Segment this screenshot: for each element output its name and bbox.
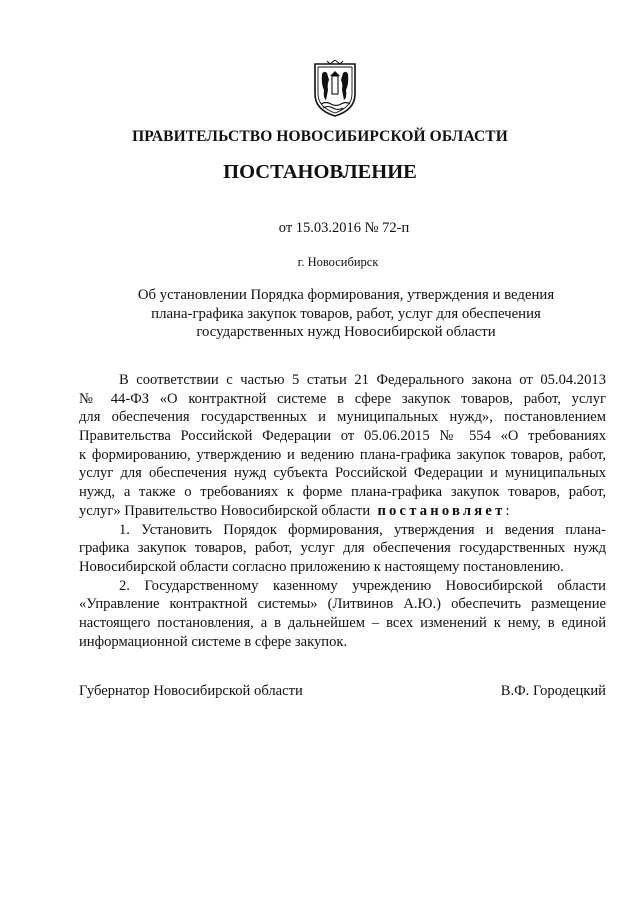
- document-body: [79, 371, 606, 651]
- text-line: для обеспечения государственных и муниципальных нужд», постановлением: [79, 409, 606, 426]
- organization-name: ПРАВИТЕЛЬСТВО НОВОСИБИРСКОЙ ОБЛАСТИ: [132, 128, 508, 145]
- title-line: государственных нужд Новосибирской области: [196, 324, 496, 340]
- text-line: Новосибирской области согласно приложению к настоящему постановлению.: [79, 558, 564, 575]
- document-date-number: от 15.03.2016 № 72-п: [278, 220, 410, 236]
- text-line: графика закупок товаров, работ, услуг для обеспечения государственных нужд: [79, 540, 606, 557]
- preamble-paragraph: [79, 371, 606, 521]
- document-type: ПОСТАНОВЛЕНИЕ: [223, 161, 417, 183]
- text-line: 1. Установить Порядок формирования, утверждения и ведения плана-: [119, 521, 606, 538]
- signatory-position: Губернатор Новосибирской области: [79, 683, 303, 699]
- text-line: [79, 502, 606, 521]
- item-1-paragraph: [79, 521, 606, 577]
- text-line: настоящего постановления, а в дальнейшем – всех изменений к нему, в единой: [79, 614, 606, 631]
- text-line: услуг для обеспечения нужд субъекта Российской Федерации и муниципальных: [79, 465, 606, 482]
- coat-of-arms-icon: [312, 60, 358, 118]
- text-segment: услуг» Правительство Новосибирской области: [79, 502, 371, 519]
- item-2-paragraph: [79, 577, 606, 652]
- document-city: г. Новосибирск: [297, 255, 379, 269]
- signature-block: [79, 683, 606, 700]
- text-line: № 44-ФЗ «О контрактной системе в сфере закупок товаров, работ, услуг: [79, 390, 606, 407]
- title-line: плана-графика закупок товаров, работ, услуг для обеспечения: [151, 305, 541, 322]
- text-line: 2. Государственному казенному учреждению Новосибирской области: [119, 577, 606, 594]
- document-title: [86, 286, 606, 342]
- text-line: нужд, а также о требованиях к форме плана-графика закупок товаров, работ,: [79, 484, 606, 501]
- text-line: В соответствии с частью 5 статьи 21 Федерального закона от 05.04.2013: [119, 372, 606, 388]
- decree-colon: :: [505, 502, 510, 519]
- text-line: «Управление контрактной системы» (Литвинов А.Ю.) обеспечить размещение: [79, 596, 606, 613]
- decree-word: постановляет: [377, 502, 506, 519]
- title-line: Об установлении Порядка формирования, утверждения и ведения: [137, 287, 555, 303]
- text-line: информационной системе в сфере закупок.: [79, 633, 348, 650]
- signatory-name: В.Ф. Городецкий: [500, 683, 606, 699]
- text-line: к формированию, утверждению и ведению плана-графика закупок товаров, работ,: [79, 446, 606, 463]
- text-line: Правительства Российской Федерации от 05.06.2015 № 554 «О требованиях: [79, 428, 606, 445]
